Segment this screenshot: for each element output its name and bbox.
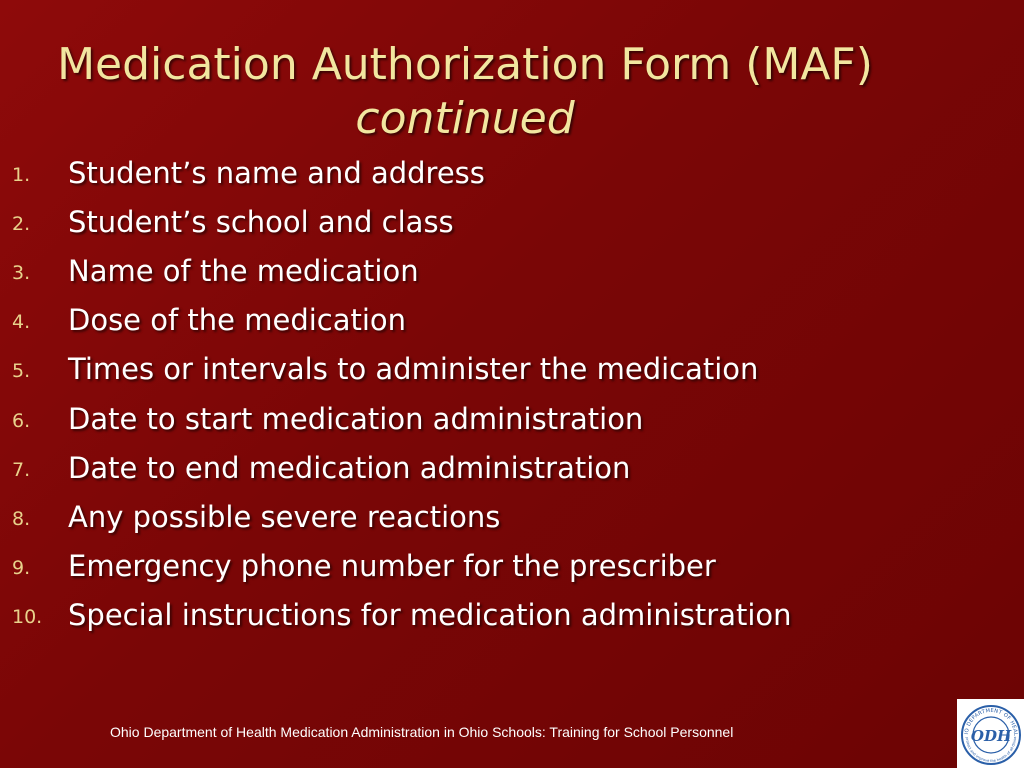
item-number: 8. (12, 508, 31, 531)
requirements-list (0, 148, 1000, 640)
item-number: 1. (12, 163, 31, 186)
list-item (0, 394, 1000, 443)
item-number: 5. (12, 360, 31, 383)
svg-text:ODH: ODH (970, 727, 1012, 745)
footer-text: Ohio Department of Health Medication Administration in Ohio Schools: Training for School Personnel (110, 724, 734, 740)
list-item (0, 443, 1000, 492)
list-item (0, 492, 1000, 541)
item-text: Any possible severe reactions (68, 499, 501, 534)
list-item (0, 296, 1000, 345)
odh-seal-icon (957, 699, 1024, 768)
list-item (0, 542, 1000, 591)
svg-text:To protect and improve the hea: protect and improve the health of all Ohioa (964, 736, 1018, 764)
list-item (0, 197, 1000, 246)
item-text: Dose of the medication (68, 303, 407, 338)
item-text: Times or intervals to administer the medication (68, 352, 759, 387)
item-text: Student’s name and address (68, 155, 485, 190)
list-item (0, 246, 1000, 295)
list-item (0, 591, 1000, 640)
item-number: 3. (12, 262, 31, 285)
item-number: 10. (12, 606, 43, 629)
odh-logo (957, 699, 1024, 768)
item-text: Emergency phone number for the prescriber (68, 549, 716, 584)
item-text: Name of the medication (68, 253, 419, 288)
item-text: Date to start medication administration (68, 401, 644, 436)
list-item (0, 345, 1000, 394)
item-text: Special instructions for medication administration (68, 598, 792, 633)
title-line-1: Medication Authorization Form (MAF) (57, 39, 873, 90)
item-number: 7. (12, 458, 31, 481)
item-number: 6. (12, 409, 31, 432)
list-item (0, 148, 1000, 197)
item-text: Date to end medication administration (68, 450, 631, 485)
item-text: Student’s school and class (68, 204, 454, 239)
svg-text:OHIO DEPARTMENT OF HEALTH: IO DEPARTMENT OF HEAL (963, 707, 1019, 736)
item-number: 2. (12, 212, 31, 235)
title-line-2: continued (355, 93, 575, 144)
slide-title (0, 38, 930, 146)
item-number: 9. (12, 557, 31, 580)
item-number: 4. (12, 311, 31, 334)
